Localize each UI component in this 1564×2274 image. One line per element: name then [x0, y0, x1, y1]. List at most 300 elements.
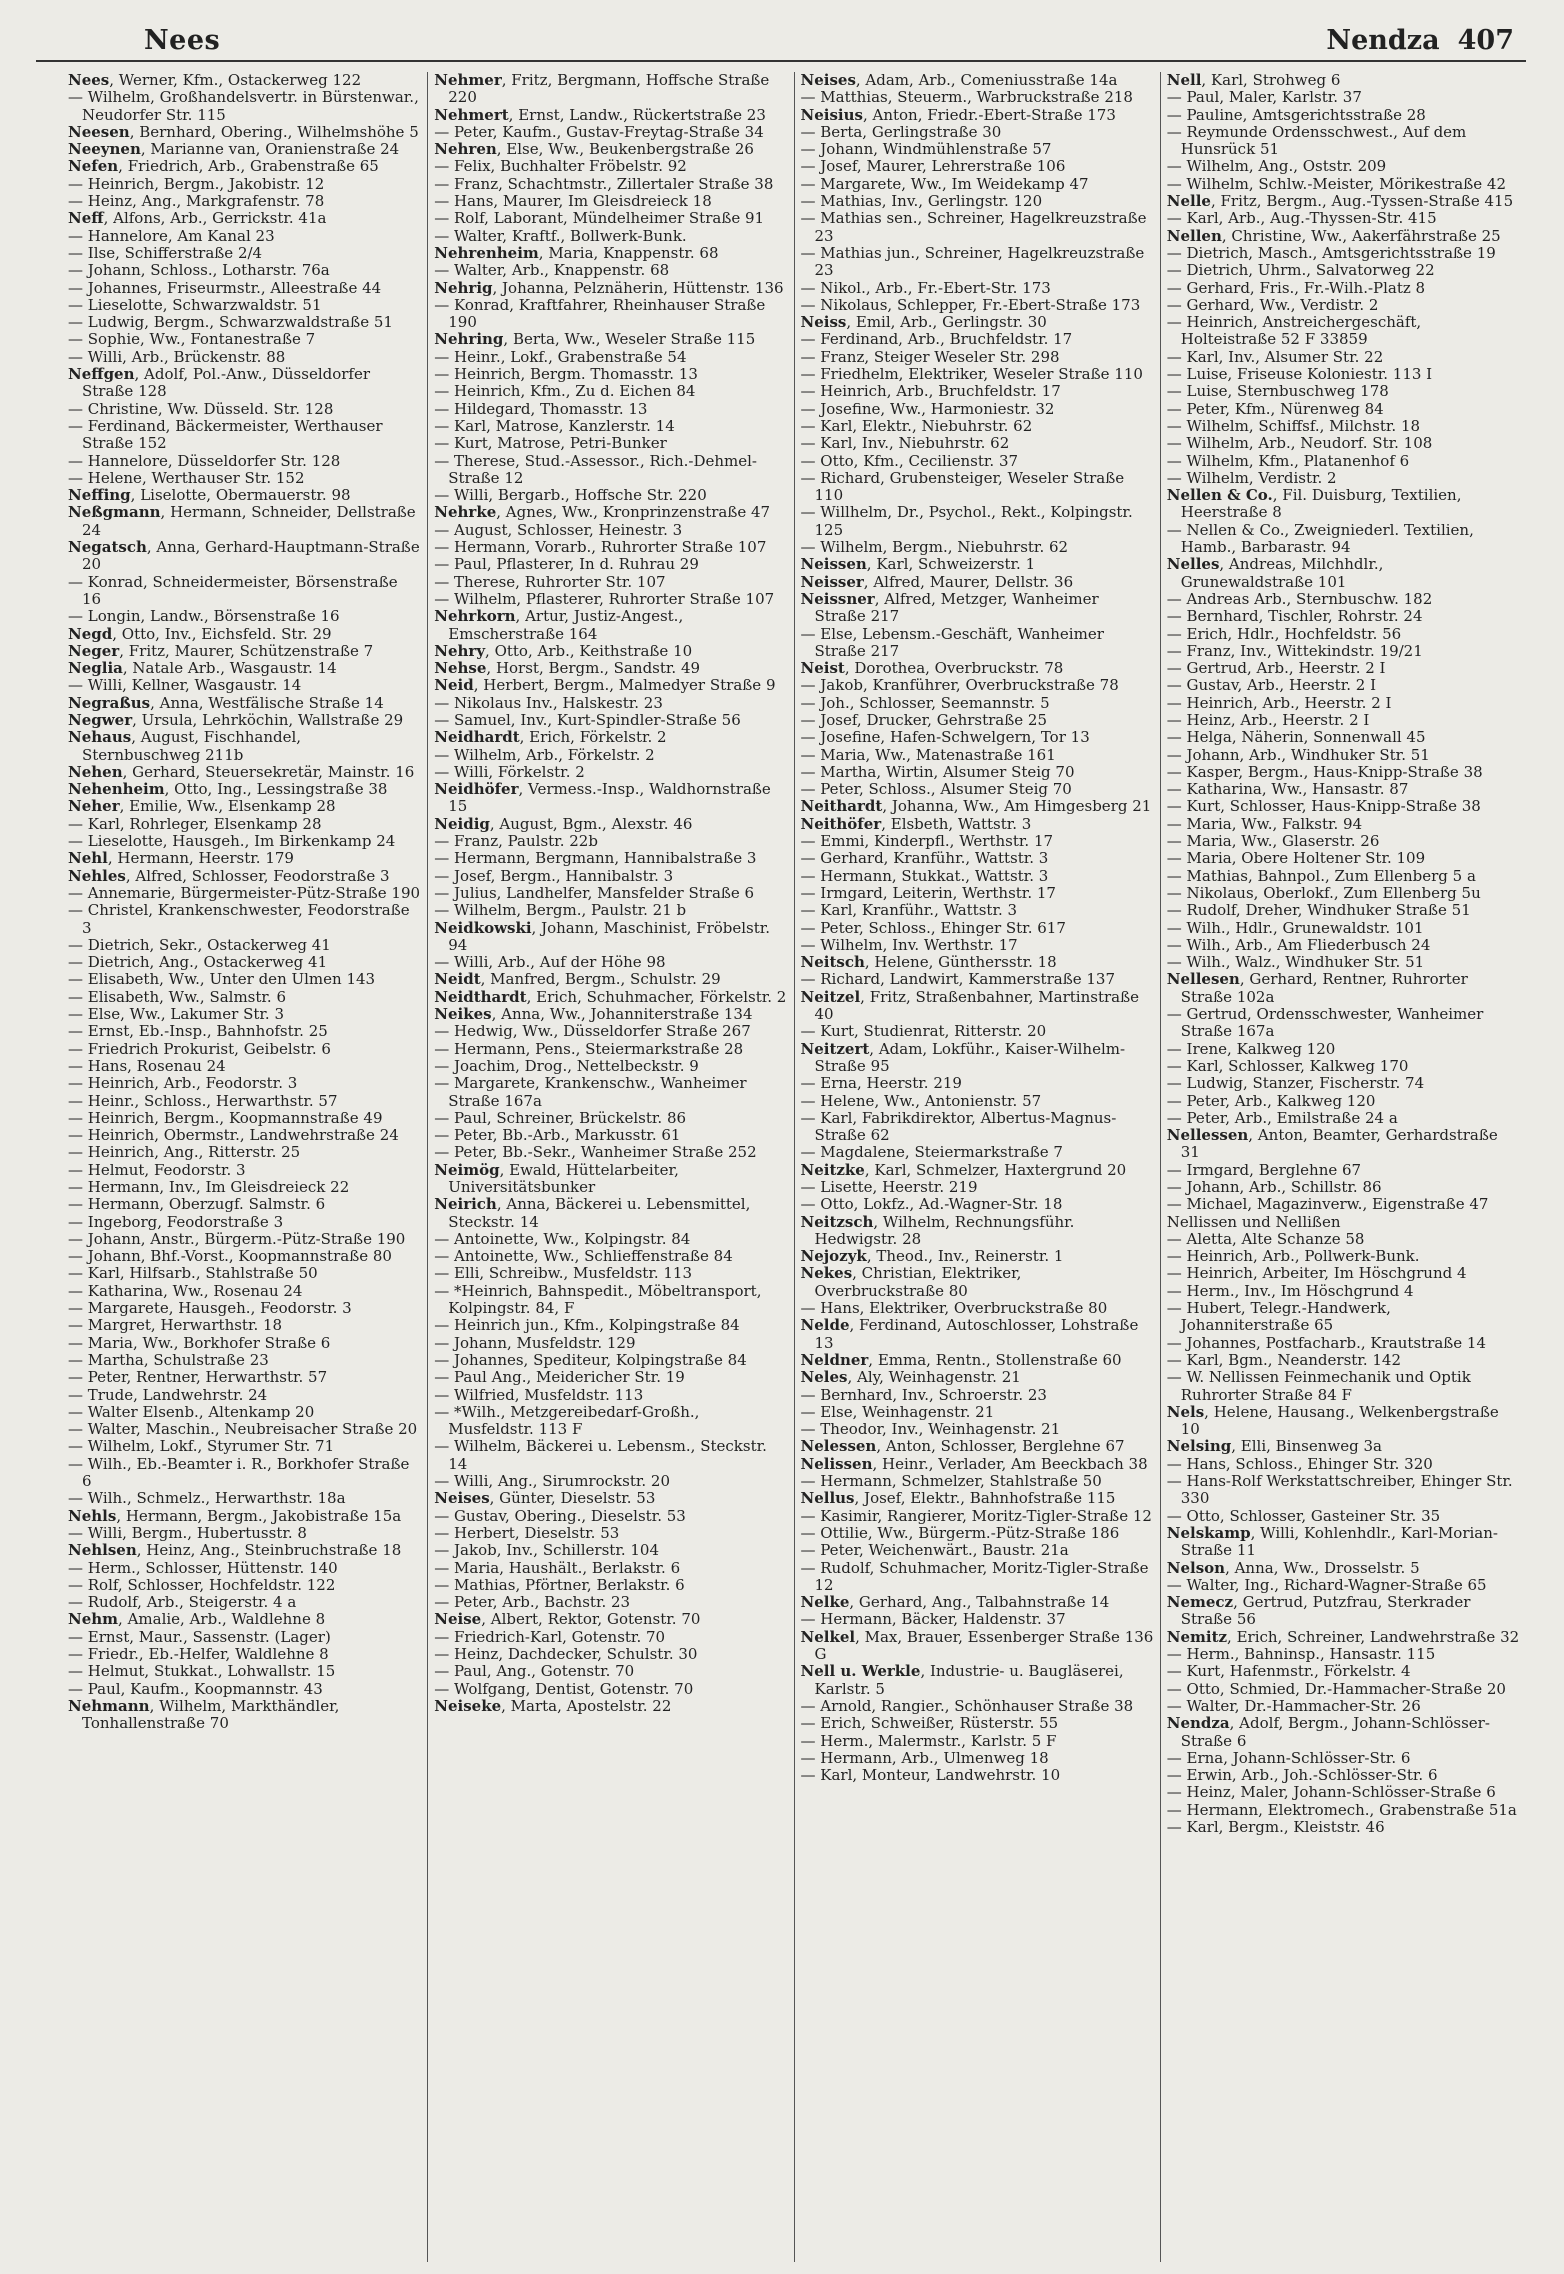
- directory-entry: — Johann, Schloss., Lotharstr. 76a: [68, 261, 330, 280]
- directory-entry: Neiss, Emil, Arb., Gerlingstr. 30: [800, 313, 1047, 332]
- directory-entry: — Paul, Maler, Karlstr. 37: [1166, 88, 1362, 107]
- directory-entry: — Heinrich, Arb., Pollwerk-Bunk.: [1166, 1247, 1420, 1266]
- directory-entry: — Wilhelm, Bergm., Niebuhrstr. 62: [800, 538, 1069, 557]
- directory-entry: — Rolf, Schlosser, Hochfeldstr. 122: [68, 1575, 336, 1594]
- directory-entry: Nees, Werner, Kfm., Ostackerweg 122: [68, 72, 362, 89]
- directory-entry: — Karl, Arb., Aug.-Thyssen-Str. 415: [1166, 209, 1437, 228]
- directory-entry: Nekes, Christian, Elektriker, Overbruckstraße 80: [800, 1264, 1022, 1300]
- directory-entry: — Peter, Bb.-Arb., Markusstr. 61: [434, 1126, 681, 1145]
- directory-entry: — Margarete, Krankenschw., Wanheimer Straße 167a: [434, 1074, 747, 1110]
- directory-entry: Nemitz, Erich, Schreiner, Landwehrstraße 32: [1166, 1627, 1520, 1646]
- directory-entry: — Paul Ang., Meidericher Str. 19: [434, 1368, 685, 1387]
- directory-entry: — Karl, Monteur, Landwehrstr. 10: [800, 1766, 1061, 1785]
- directory-entry: — Ferdinand, Arb., Bruchfeldstr. 17: [800, 330, 1073, 349]
- directory-entry: — Johann, Musfeldstr. 129: [434, 1333, 636, 1352]
- directory-entry: — Christel, Krankenschwester, Feodorstraße 3: [68, 901, 410, 937]
- directory-entry: — Willi, Kellner, Wasgaustr. 14: [68, 676, 302, 695]
- directory-entry: Nehrke, Agnes, Ww., Kronprinzenstraße 47: [434, 503, 771, 522]
- directory-entry: — Hermann, Arb., Ulmenweg 18: [800, 1748, 1049, 1767]
- directory-entry: — Gerhard, Kranführ., Wattstr. 3: [800, 849, 1049, 868]
- directory-entry: — Franz, Inv., Wittekindstr. 19/21: [1166, 641, 1423, 660]
- directory-entry: Nelessen, Anton, Schlosser, Berglehne 67: [800, 1437, 1125, 1456]
- directory-entry: — Trude, Landwehrstr. 24: [68, 1385, 268, 1404]
- directory-entry: — Wilhelm, Lokf., Styrumer Str. 71: [68, 1437, 335, 1456]
- directory-entry: — Karl, Bergm., Kleiststr. 46: [1166, 1817, 1385, 1836]
- directory-entry: — Karl, Elektr., Niebuhrstr. 62: [800, 416, 1033, 435]
- directory-entry: — Herbert, Dieselstr. 53: [434, 1523, 620, 1542]
- directory-entry: Neldner, Emma, Rentn., Stollenstraße 60: [800, 1350, 1122, 1369]
- directory-entry: — Ferdinand, Bäckermeister, Werthauser Straße 152: [68, 416, 383, 453]
- directory-entry: Nemecz, Gertrud, Putzfrau, Sterkrader Straße 56: [1166, 1593, 1471, 1629]
- directory-entry: Nellissen und Nellißen: [1166, 1212, 1341, 1231]
- page-header: [36, 20, 1526, 56]
- directory-entry: — Elisabeth, Ww., Salmstr. 6: [68, 987, 287, 1006]
- directory-entry: — Mathias, Bahnpol., Zum Ellenberg 5 a: [1166, 866, 1476, 885]
- directory-entry: — Hildegard, Thomasstr. 13: [434, 399, 648, 418]
- directory-entry: — Paul, Kaufm., Koopmannstr. 43: [68, 1679, 323, 1698]
- directory-entry: — Arnold, Rangier., Schönhauser Straße 38: [800, 1696, 1134, 1715]
- directory-entry: — Johann, Windmühlenstraße 57: [800, 140, 1052, 159]
- directory-entry: Nelsing, Elli, Binsenweg 3a: [1166, 1437, 1382, 1456]
- directory-entry: — Helga, Näherin, Sonnenwall 45: [1166, 728, 1426, 747]
- directory-entry: — Lisette, Heerstr. 219: [800, 1178, 978, 1196]
- directory-entry: Neikes, Anna, Ww., Johanniterstraße 134: [434, 1005, 753, 1024]
- directory-entry: — Herm., Bahninsp., Hansastr. 115: [1166, 1645, 1436, 1664]
- directory-entry: — Theodor, Inv., Weinhagenstr. 21: [800, 1420, 1061, 1439]
- directory-entry: Neffgen, Adolf, Pol.-Anw., Düsseldorfer Straße 128: [68, 365, 371, 401]
- directory-entry: — Hans-Rolf Werkstattschreiber, Ehinger Str. 330: [1166, 1472, 1513, 1508]
- directory-entry: — Walter, Arb., Knappenstr. 68: [434, 261, 670, 280]
- directory-entry: Nelles, Andreas, Milchhdlr., Grunewaldstraße 101: [1166, 555, 1384, 591]
- directory-entry: Nehaus, August, Fischhandel, Sternbuschweg 211b: [68, 728, 302, 764]
- directory-entry: — Margarete, Hausgeh., Feodorstr. 3: [68, 1299, 352, 1318]
- directory-entry: Neisser, Alfred, Maurer, Dellstr. 36: [800, 572, 1074, 591]
- directory-entry: — Peter, Schloss., Ehinger Str. 617: [800, 918, 1066, 937]
- directory-entry: — Jakob, Kranführer, Overbruckstraße 78: [800, 676, 1119, 695]
- directory-entry: — Gustav, Obering., Dieselstr. 53: [434, 1506, 686, 1525]
- header-last-name: Nendza: [1326, 25, 1440, 56]
- directory-entry: — Katharina, Ww., Rosenau 24: [68, 1281, 303, 1300]
- directory-entry: Nell, Karl, Strohweg 6: [1166, 72, 1341, 89]
- directory-entry: — Ilse, Schifferstraße 2/4: [68, 243, 263, 262]
- directory-entry: — Wilhelm, Großhandelsvertr. in Bürstenwar., Neudorfer Str. 115: [68, 88, 419, 124]
- directory-entry: Nehenheim, Otto, Ing., Lessingstraße 38: [68, 780, 388, 799]
- directory-entry: Neitzke, Karl, Schmelzer, Haxtergrund 20: [800, 1160, 1127, 1179]
- directory-entry: Nehm, Amalie, Arb., Waldlehne 8: [68, 1610, 326, 1629]
- directory-entry: — Wilhelm, Ang., Oststr. 209: [1166, 157, 1387, 176]
- directory-entry: — Else, Ww., Lakumer Str. 3: [68, 1005, 285, 1024]
- directory-entry: Neithardt, Johanna, Ww., Am Himgesberg 21: [800, 797, 1152, 816]
- directory-entry: — Otto, Schmied, Dr.-Hammacher-Straße 20: [1166, 1679, 1506, 1698]
- directory-entry: — Friedr., Eb.-Helfer, Waldlehne 8: [68, 1645, 329, 1664]
- directory-entry: — Peter, Kaufm., Gustav-Freytag-Straße 34: [434, 122, 764, 141]
- directory-entry: Neles, Aly, Weinhagenstr. 21: [800, 1368, 1021, 1387]
- directory-entry: — Rudolf, Schuhmacher, Moritz-Tigler-Straße 12: [800, 1558, 1149, 1594]
- directory-entry: — Sophie, Ww., Fontanestraße 7: [68, 330, 316, 349]
- directory-entry: Nehren, Else, Ww., Beukenbergstraße 26: [434, 140, 754, 159]
- directory-entry: Nehrkorn, Artur, Justiz-Angest., Emscherstraße 164: [434, 607, 684, 643]
- directory-entry: — Gerhard, Ww., Verdistr. 2: [1166, 295, 1379, 314]
- directory-entry: — Kurt, Hafenmstr., Förkelstr. 4: [1166, 1662, 1411, 1681]
- directory-entry: — Franz, Schachtmstr., Zillertaler Straße 38: [434, 174, 774, 193]
- directory-entry: — Else, Lebensm.-Geschäft, Wanheimer Straße 217: [800, 624, 1104, 660]
- directory-entry: — Ingeborg, Feodorstraße 3: [68, 1212, 284, 1231]
- directory-entry: Neissen, Karl, Schweizerstr. 1: [800, 555, 1036, 574]
- directory-column-3: [794, 72, 1160, 2262]
- directory-entry: Neise, Albert, Rektor, Gotenstr. 70: [434, 1610, 701, 1629]
- directory-entry: — Peter, Arb., Bachstr. 23: [434, 1593, 631, 1612]
- directory-entry: — Berta, Gerlingstraße 30: [800, 122, 1002, 141]
- directory-entry: — Wolfgang, Dentist, Gotenstr. 70: [434, 1679, 694, 1698]
- directory-entry: — Margarete, Ww., Im Weidekamp 47: [800, 174, 1089, 193]
- directory-entry: Nelkel, Max, Brauer, Essenberger Straße 136 G: [800, 1627, 1154, 1664]
- directory-entry: Negd, Otto, Inv., Eichsfeld. Str. 29: [68, 624, 332, 643]
- directory-entry: Nehles, Alfred, Schlosser, Feodorstraße 3: [68, 866, 390, 885]
- directory-entry: — Wilhelm, Verdistr. 2: [1166, 468, 1337, 487]
- directory-entry: — Richard, Landwirt, Kammerstraße 137: [800, 970, 1115, 989]
- directory-entry: — Gustav, Arb., Heerstr. 2 I: [1166, 676, 1376, 695]
- directory-entry: — Heinrich jun., Kfm., Kolpingstraße 84: [434, 1316, 740, 1335]
- directory-entry: — Walter, Ing., Richard-Wagner-Straße 65: [1166, 1575, 1487, 1594]
- directory-entry: Nehl, Hermann, Heerstr. 179: [68, 849, 294, 868]
- directory-entry: — Maria, Ww., Borkhofer Straße 6: [68, 1333, 331, 1352]
- directory-entry: — Friedhelm, Elektriker, Weseler Straße 110: [800, 365, 1143, 384]
- directory-entry: — Wilhelm, Arb., Neudorf. Str. 108: [1166, 434, 1433, 453]
- directory-entry: — Maria, Ww., Matenastraße 161: [800, 745, 1056, 764]
- directory-entry: — Willi, Arb., Auf der Höhe 98: [434, 953, 666, 972]
- directory-entry: — Konrad, Schneidermeister, Börsenstraße 16: [68, 572, 398, 608]
- directory-entry: — Dietrich, Ang., Ostackerweg 41: [68, 953, 328, 972]
- directory-entry: — Dietrich, Masch., Amtsgerichtsstraße 19: [1166, 243, 1496, 262]
- directory-entry: Neissner, Alfred, Metzger, Wanheimer Straße 217: [800, 589, 1099, 626]
- directory-entry: — Josef, Drucker, Gehrstraße 25: [800, 710, 1048, 729]
- directory-entry: — Reymunde Ordensschwest., Auf dem Hunsrück 51: [1166, 122, 1467, 159]
- directory-entry: — Walter Elsenb., Altenkamp 20: [68, 1402, 315, 1421]
- directory-entry: Nehmann, Wilhelm, Markthändler, Tonhallenstraße 70: [68, 1696, 340, 1733]
- directory-entry: — Herm., Malermstr., Karlstr. 5 F: [800, 1731, 1057, 1750]
- directory-entry: Neher, Emilie, Ww., Elsenkamp 28: [68, 797, 336, 816]
- directory-entry: — Josefine, Hafen-Schwelgern, Tor 13: [800, 728, 1090, 747]
- directory-entry: Neitzel, Fritz, Straßenbahner, Martinstraße 40: [800, 987, 1140, 1024]
- directory-entry: — Karl, Fabrikdirektor, Albertus-Magnus-Straße 62: [800, 1108, 1117, 1145]
- directory-entry: — Erich, Schweißer, Rüsterstr. 55: [800, 1714, 1059, 1733]
- directory-entry: Negwer, Ursula, Lehrköchin, Wallstraße 29: [68, 710, 404, 729]
- directory-entry: — Peter, Schloss., Alsumer Steig 70: [800, 780, 1072, 799]
- directory-entry: Neimög, Ewald, Hüttelarbeiter, Universitätsbunker: [434, 1160, 679, 1196]
- directory-entry: Nendza, Adolf, Bergm., Johann-Schlösser-Straße 6: [1166, 1714, 1490, 1750]
- directory-entry: — Herm., Schlosser, Hüttenstr. 140: [68, 1558, 338, 1577]
- directory-entry: — Hermann, Schmelzer, Stahlstraße 50: [800, 1472, 1102, 1491]
- directory-entry: Neßgmann, Hermann, Schneider, Dellstraße 24: [68, 503, 416, 539]
- directory-column-2: [427, 72, 793, 2262]
- directory-column-1: [36, 72, 427, 2262]
- directory-entry: — Erna, Heerstr. 219: [800, 1074, 962, 1093]
- directory-entry: — Bernhard, Tischler, Rohrstr. 24: [1166, 607, 1423, 626]
- directory-entry: — Johannes, Friseurmstr., Alleestraße 44: [68, 278, 382, 297]
- directory-entry: — Therese, Ruhrorter Str. 107: [434, 572, 666, 591]
- directory-entry: — Willhelm, Dr., Psychol., Rekt., Kolpingstr. 125: [800, 503, 1133, 539]
- directory-entry: — Heinrich, Ang., Ritterstr. 25: [68, 1143, 301, 1162]
- directory-entry: — Friedrich Prokurist, Geibelstr. 6: [68, 1039, 331, 1058]
- directory-entry: Neitsch, Helene, Günthersstr. 18: [800, 953, 1057, 972]
- directory-entry: Neidkowski, Johann, Maschinist, Fröbelstr. 94: [434, 918, 771, 954]
- directory-entry: — Hermann, Oberzugf. Salmstr. 6: [68, 1195, 326, 1214]
- directory-entry: — Wilh., Hdlr., Grunewaldstr. 101: [1166, 918, 1424, 937]
- directory-entry: — Kurt, Studienrat, Ritterstr. 20: [800, 1022, 1047, 1041]
- directory-entry: — Heinz, Maler, Johann-Schlösser-Straße 6: [1166, 1783, 1496, 1802]
- directory-entry: — Franz, Paulstr. 22b: [434, 832, 598, 851]
- directory-entry: — Joachim, Drog., Nettelbeckstr. 9: [434, 1056, 699, 1075]
- directory-entry: — Felix, Buchhalter Fröbelstr. 92: [434, 157, 687, 176]
- directory-entry: — Wilhelm, Schiffsf., Milchstr. 18: [1166, 416, 1421, 435]
- directory-entry: Neises, Günter, Dieselstr. 53: [434, 1489, 656, 1508]
- directory-entry: Nehse, Horst, Bergm., Sandstr. 49: [434, 659, 701, 678]
- directory-entry: — Willi, Arb., Brückenstr. 88: [68, 347, 286, 366]
- directory-entry: — Paul, Pflasterer, In d. Ruhrau 29: [434, 555, 699, 574]
- directory-entry: — Mathias, Inv., Gerlingstr. 120: [800, 192, 1043, 211]
- directory-entry: — Hermann, Stukkat., Wattstr. 3: [800, 866, 1049, 885]
- directory-entry: — Walter, Maschin., Neubreisacher Straße 20: [68, 1420, 418, 1439]
- directory-entry: — Wilhelm, Bergm., Paulstr. 21 b: [434, 901, 687, 920]
- directory-entry: Nellen & Co., Fil. Duisburg, Textilien, Heerstraße 8: [1166, 486, 1462, 522]
- directory-entry: Negraßus, Anna, Westfälische Straße 14: [68, 693, 384, 712]
- directory-entry: — Karl, Rohrleger, Elsenkamp 28: [68, 814, 322, 833]
- directory-entry: Nelissen, Heinr., Verlader, Am Beeckbach 38: [800, 1454, 1148, 1473]
- directory-entry: — Friedrich-Karl, Gotenstr. 70: [434, 1627, 666, 1646]
- directory-entry: — Heinr., Lokf., Grabenstraße 54: [434, 347, 687, 366]
- directory-entry: — Heinrich, Bergm., Koopmannstraße 49: [68, 1108, 383, 1127]
- directory-entry: — Peter, Kfm., Nürenweg 84: [1166, 399, 1384, 418]
- directory-entry: — Karl, Inv., Alsumer Str. 22: [1166, 347, 1384, 366]
- directory-entry: — Johann, Bhf.-Vorst., Koopmannstraße 80: [68, 1247, 392, 1266]
- directory-entry: — Michael, Magazinverw., Eigenstraße 47: [1166, 1195, 1489, 1214]
- directory-entry: Nell u. Werkle, Industrie- u. Baugläserei, Karlstr. 5: [800, 1662, 1124, 1698]
- directory-entry: — Richard, Grubensteiger, Weseler Straße 110: [800, 468, 1125, 505]
- header-right: [1326, 25, 1514, 56]
- directory-entry: — Bernhard, Inv., Schroerstr. 23: [800, 1385, 1047, 1404]
- directory-entry: Nehmer, Fritz, Bergmann, Hoffsche Straße 220: [434, 72, 770, 107]
- directory-entry: Neirich, Anna, Bäckerei u. Lebensmittel, Steckstr. 14: [434, 1195, 751, 1231]
- directory-entry: — Wilhelm, Kfm., Platanenhof 6: [1166, 451, 1410, 470]
- directory-entry: — Erich, Hdlr., Hochfeldstr. 56: [1166, 624, 1402, 643]
- directory-entry: — Hans, Maurer, Im Gleisdreieck 18: [434, 192, 712, 211]
- directory-entry: — Dietrich, Sekr., Ostackerweg 41: [68, 935, 331, 954]
- directory-entry: — Antoinette, Ww., Schlieffenstraße 84: [434, 1247, 733, 1266]
- directory-entry: — Walter, Kraftf., Bollwerk-Bunk.: [434, 226, 687, 245]
- directory-entry: Neesen, Bernhard, Obering., Wilhelmshöhe 5: [68, 122, 419, 141]
- directory-entry: — Maria, Ww., Falkstr. 94: [1166, 814, 1363, 833]
- directory-entry: — Wilh., Schmelz., Herwarthstr. 18a: [68, 1489, 346, 1508]
- directory-entry: — Karl, Kranführ., Wattstr. 3: [800, 901, 1018, 920]
- directory-entry: Nellessen, Anton, Beamter, Gerhardstraße 31: [1166, 1126, 1498, 1162]
- directory-entry: — Josefine, Ww., Harmoniestr. 32: [800, 399, 1055, 418]
- directory-entry: — Maria, Obere Holtener Str. 109: [1166, 849, 1426, 868]
- directory-entry: Neithöfer, Elsbeth, Wattstr. 3: [800, 814, 1032, 833]
- directory-entry: Nelskamp, Willi, Kohlenhdlr., Karl-Morian-Straße 11: [1166, 1523, 1498, 1560]
- directory-entry: Nehlsen, Heinz, Ang., Steinbruchstraße 18: [68, 1541, 402, 1560]
- page-number: 407: [1457, 25, 1514, 56]
- directory-entry: — Jakob, Inv., Schillerstr. 104: [434, 1541, 660, 1560]
- directory-entry: — Konrad, Kraftfahrer, Rheinhauser Straße 190: [434, 295, 766, 332]
- directory-entry: — Heinrich, Kfm., Zu d. Eichen 84: [434, 382, 696, 401]
- directory-entry: — Martha, Schulstraße 23: [68, 1350, 269, 1369]
- directory-entry: — Walter, Dr.-Hammacher-Str. 26: [1166, 1696, 1421, 1715]
- directory-entry: Neeynen, Marianne van, Oranienstraße 24: [68, 140, 400, 159]
- directory-entry: — Else, Weinhagenstr. 21: [800, 1402, 995, 1421]
- directory-column-4: [1160, 72, 1526, 2262]
- directory-entry: — Heinrich, Bergm. Thomasstr. 13: [434, 365, 698, 384]
- directory-entry: — Otto, Kfm., Cecilienstr. 37: [800, 451, 1019, 470]
- directory-entry: — Hubert, Telegr.-Handwerk, Johanniterstraße 65: [1166, 1299, 1391, 1335]
- directory-entry: — Wilh., Arb., Am Fliederbusch 24: [1166, 935, 1431, 954]
- directory-entry: — Hermann, Bergmann, Hannibalstraße 3: [434, 849, 757, 868]
- directory-entry: Nellus, Josef, Elektr., Bahnhofstraße 115: [800, 1489, 1116, 1508]
- directory-entry: — Josef, Maurer, Lehrerstraße 106: [800, 157, 1066, 176]
- directory-entry: Neffing, Liselotte, Obermauerstr. 98: [68, 486, 351, 505]
- directory-entry: — Wilh., Walz., Windhuker Str. 51: [1166, 953, 1425, 972]
- directory-entry: — Peter, Arb., Kalkweg 120: [1166, 1091, 1376, 1110]
- directory-entry: — Heinrich, Arb., Feodorstr. 3: [68, 1074, 298, 1093]
- directory-entry: Neitzert, Adam, Lokführ., Kaiser-Wilhelm-Straße 95: [800, 1039, 1126, 1075]
- directory-entry: — Katharina, Ww., Hansastr. 87: [1166, 780, 1409, 799]
- directory-entry: — Heinr., Schloss., Herwarthstr. 57: [68, 1091, 338, 1110]
- directory-entry: — Josef, Bergm., Hannibalstr. 3: [434, 866, 674, 885]
- directory-entry: — Hermann, Bäcker, Haldenstr. 37: [800, 1610, 1066, 1629]
- directory-entry: — Gertrud, Ordensschwester, Wanheimer Straße 167a: [1166, 1005, 1484, 1041]
- directory-entry: — Lieselotte, Schwarzwaldstr. 51: [68, 295, 322, 314]
- directory-entry: — Mathias sen., Schreiner, Hagelkreuzstraße 23: [800, 209, 1147, 245]
- directory-entry: — Irmgard, Leiterin, Werthstr. 17: [800, 883, 1056, 902]
- directory-entry: — Hermann, Inv., Im Gleisdreieck 22: [68, 1178, 350, 1196]
- directory-entry: — Helene, Ww., Antonienstr. 57: [800, 1091, 1042, 1110]
- directory-entry: Nelson, Anna, Ww., Drosselstr. 5: [1166, 1558, 1420, 1577]
- directory-entry: — Mathias jun., Schreiner, Hagelkreuzstraße 23: [800, 243, 1145, 280]
- directory-entry: — Helmut, Feodorstr. 3: [68, 1160, 246, 1179]
- directory-entry: — Nikol., Arb., Fr.-Ebert-Str. 173: [800, 278, 1051, 297]
- directory-entry: — Hans, Rosenau 24: [68, 1056, 226, 1075]
- directory-entry: — Nikolaus, Schlepper, Fr.-Ebert-Straße 173: [800, 295, 1141, 314]
- directory-entry: — Maria, Ww., Glaserstr. 26: [1166, 832, 1380, 851]
- directory-entry: — Willi, Förkelstr. 2: [434, 762, 585, 781]
- directory-entry: — Nellen & Co., Zweigniederl. Textilien, Hamb., Barbarastr. 94: [1166, 520, 1474, 557]
- directory-entry: — Johannes, Spediteur, Kolpingstraße 84: [434, 1350, 747, 1369]
- directory-entry: Neisius, Anton, Friedr.-Ebert-Straße 173: [800, 105, 1116, 124]
- directory-entry: — Johann, Arb., Windhuker Str. 51: [1166, 745, 1430, 764]
- directory-entry: — Helmut, Stukkat., Lohwallstr. 15: [68, 1662, 336, 1681]
- directory-entry: — Wilhelm, Bäckerei u. Lebensm., Steckstr. 14: [434, 1437, 767, 1473]
- directory-entry: — Kurt, Matrose, Petri-Bunker: [434, 434, 667, 453]
- directory-entry: — Elli, Schreibw., Musfeldstr. 113: [434, 1264, 693, 1283]
- directory-entry: — Rudolf, Arb., Steigerstr. 4 a: [68, 1593, 297, 1612]
- directory-entry: Neist, Dorothea, Overbruckstr. 78: [800, 659, 1064, 678]
- directory-entry: — Willi, Ang., Sirumrockstr. 20: [434, 1472, 670, 1491]
- directory-entry: — Ernst, Maur., Sassenstr. (Lager): [68, 1627, 331, 1646]
- directory-entry: Neidthardt, Erich, Schuhmacher, Förkelstr. 2: [434, 987, 787, 1006]
- directory-entry: — Longin, Landw., Börsenstraße 16: [68, 607, 340, 626]
- directory-entry: — Christine, Ww. Düsseld. Str. 128: [68, 399, 334, 418]
- directory-entry: — Hermann, Vorarb., Ruhrorter Straße 107: [434, 538, 767, 557]
- directory-entry: — Wilh., Eb.-Beamter i. R., Borkhofer Straße 6: [68, 1454, 410, 1491]
- directory-entry: — Karl, Matrose, Kanzlerstr. 14: [434, 416, 675, 435]
- directory-entry: — Luise, Sternbuschweg 178: [1166, 382, 1389, 401]
- directory-entry: — Samuel, Inv., Kurt-Spindler-Straße 56: [434, 710, 741, 729]
- directory-entry: Neglia, Natale Arb., Wasgaustr. 14: [68, 659, 337, 678]
- directory-entry: — Heinz, Dachdecker, Schulstr. 30: [434, 1645, 698, 1664]
- directory-entry: Nellen, Christine, Ww., Aakerfährstraße 25: [1166, 226, 1501, 245]
- directory-entry: — Johann, Arb., Schillstr. 86: [1166, 1178, 1382, 1196]
- directory-entry: — Karl, Schlosser, Kalkweg 170: [1166, 1056, 1409, 1075]
- directory-entry: — Andreas Arb., Sternbuschw. 182: [1166, 589, 1433, 608]
- directory-entry: — Hans, Schloss., Ehinger Str. 320: [1166, 1454, 1433, 1473]
- directory-entry: — Hedwig, Ww., Düsseldorfer Straße 267: [434, 1022, 751, 1041]
- directory-entry: Neises, Adam, Arb., Comeniusstraße 14a: [800, 72, 1118, 89]
- directory-entry: — Heinrich, Bergm., Jakobistr. 12: [68, 174, 325, 193]
- directory-entry: — Annemarie, Bürgermeister-Pütz-Straße 190: [68, 883, 421, 902]
- directory-entry: — Pauline, Amtsgerichtsstraße 28: [1166, 105, 1426, 124]
- directory-entry: — Matthias, Steuerm., Warbruckstraße 218: [800, 88, 1133, 107]
- directory-entry: — Rudolf, Dreher, Windhuker Straße 51: [1166, 901, 1471, 920]
- directory-entry: — Martha, Wirtin, Alsumer Steig 70: [800, 762, 1075, 781]
- directory-entry: — Heinrich, Arb., Heerstr. 2 I: [1166, 693, 1392, 712]
- directory-entry: Neger, Fritz, Maurer, Schützenstraße 7: [68, 641, 374, 660]
- header-rule: [36, 60, 1526, 62]
- directory-entry: — *Wilh., Metzgereibedarf-Großh., Musfeldstr. 113 F: [434, 1402, 700, 1439]
- directory-entry: — Wilhelm, Arb., Förkelstr. 2: [434, 745, 655, 764]
- directory-entry: Neidhöfer, Vermess.-Insp., Waldhornstraße 15: [434, 780, 771, 816]
- directory-entry: Nehring, Berta, Ww., Weseler Straße 115: [434, 330, 756, 349]
- directory-entry: — Kasimir, Rangierer, Moritz-Tigler-Straße 12: [800, 1506, 1152, 1525]
- directory-entry: — Julius, Landhelfer, Mansfelder Straße 6: [434, 883, 755, 902]
- directory-entry: — Ludwig, Stanzer, Fischerstr. 74: [1166, 1074, 1425, 1093]
- directory-entry: — W. Nellissen Feinmechanik und Optik Ruhrorter Straße 84 F: [1166, 1368, 1471, 1404]
- directory-entry: — Wilhelm, Schlw.-Meister, Mörikestraße 42: [1166, 174, 1507, 193]
- directory-entry: Neitzsch, Wilhelm, Rechnungsführ. Hedwigstr. 28: [800, 1212, 1075, 1248]
- directory-entry: — Nikolaus, Oberlokf., Zum Ellenberg 5u: [1166, 883, 1481, 902]
- directory-entry: — Herm., Inv., Im Höschgrund 4: [1166, 1281, 1414, 1300]
- directory-entry: — Wilhelm, Inv. Werthstr. 17: [800, 935, 1018, 954]
- directory-entry: — Elisabeth, Ww., Unter den Ulmen 143: [68, 970, 376, 989]
- directory-entry: Nellesen, Gerhard, Rentner, Ruhrorter Straße 102a: [1166, 970, 1468, 1006]
- directory-entry: Nehrenheim, Maria, Knappenstr. 68: [434, 243, 719, 262]
- directory-entry: Neidig, August, Bgm., Alexstr. 46: [434, 814, 693, 833]
- directory-entry: Negatsch, Anna, Gerhard-Hauptmann-Straße 20: [68, 538, 420, 574]
- directory-entry: Neiseke, Marta, Apostelstr. 22: [434, 1696, 672, 1715]
- directory-entry: Neidt, Manfred, Bergm., Schulstr. 29: [434, 970, 721, 989]
- directory-entry: — Paul, Ang., Gotenstr. 70: [434, 1662, 635, 1681]
- directory-entry: — Antoinette, Ww., Kolpingstr. 84: [434, 1229, 691, 1248]
- directory-entry: — Peter, Rentner, Herwarthstr. 57: [68, 1368, 328, 1387]
- directory-entry: — Hermann, Elektromech., Grabenstraße 51a: [1166, 1800, 1517, 1819]
- directory-entry: — Ottilie, Ww., Bürgerm.-Pütz-Straße 186: [800, 1523, 1120, 1542]
- directory-entry: — Irmgard, Berglehne 67: [1166, 1160, 1362, 1179]
- directory-entry: — Otto, Schlosser, Gasteiner Str. 35: [1166, 1506, 1441, 1525]
- directory-entry: — Heinrich, Arbeiter, Im Höschgrund 4: [1166, 1264, 1467, 1283]
- directory-entry: — Gerhard, Fris., Fr.-Wilh.-Platz 8: [1166, 278, 1426, 297]
- directory-entry: — Emmi, Kinderpfl., Werthstr. 17: [800, 832, 1054, 851]
- directory-entry: — Heinrich, Anstreichergeschäft, Holteistraße 52 F 33859: [1166, 313, 1422, 349]
- directory-entry: — *Heinrich, Bahnspedit., Möbeltransport, Kolpingstr. 84, F: [434, 1281, 762, 1318]
- directory-entry: Nehls, Hermann, Bergm., Jakobistraße 15a: [68, 1506, 402, 1525]
- directory-entry: Nefen, Friedrich, Arb., Grabenstraße 65: [68, 157, 379, 176]
- directory-entry: — Lieselotte, Hausgeh., Im Birkenkamp 24: [68, 832, 396, 851]
- directory-entry: — Hannelore, Düsseldorfer Str. 128: [68, 451, 341, 470]
- directory-entry: — Kasper, Bergm., Haus-Knipp-Straße 38: [1166, 762, 1483, 781]
- directory-entry: — Paul, Schreiner, Brückelstr. 86: [434, 1108, 687, 1127]
- directory-entry: Nelke, Gerhard, Ang., Talbahnstraße 14: [800, 1593, 1110, 1612]
- directory-entry: — Luise, Friseuse Koloniestr. 113 I: [1166, 365, 1433, 384]
- directory-entry: — Therese, Stud.-Assessor., Rich.-Dehmel-Straße 12: [434, 451, 757, 487]
- directory-entry: Neff, Alfons, Arb., Gerrickstr. 41a: [68, 209, 327, 228]
